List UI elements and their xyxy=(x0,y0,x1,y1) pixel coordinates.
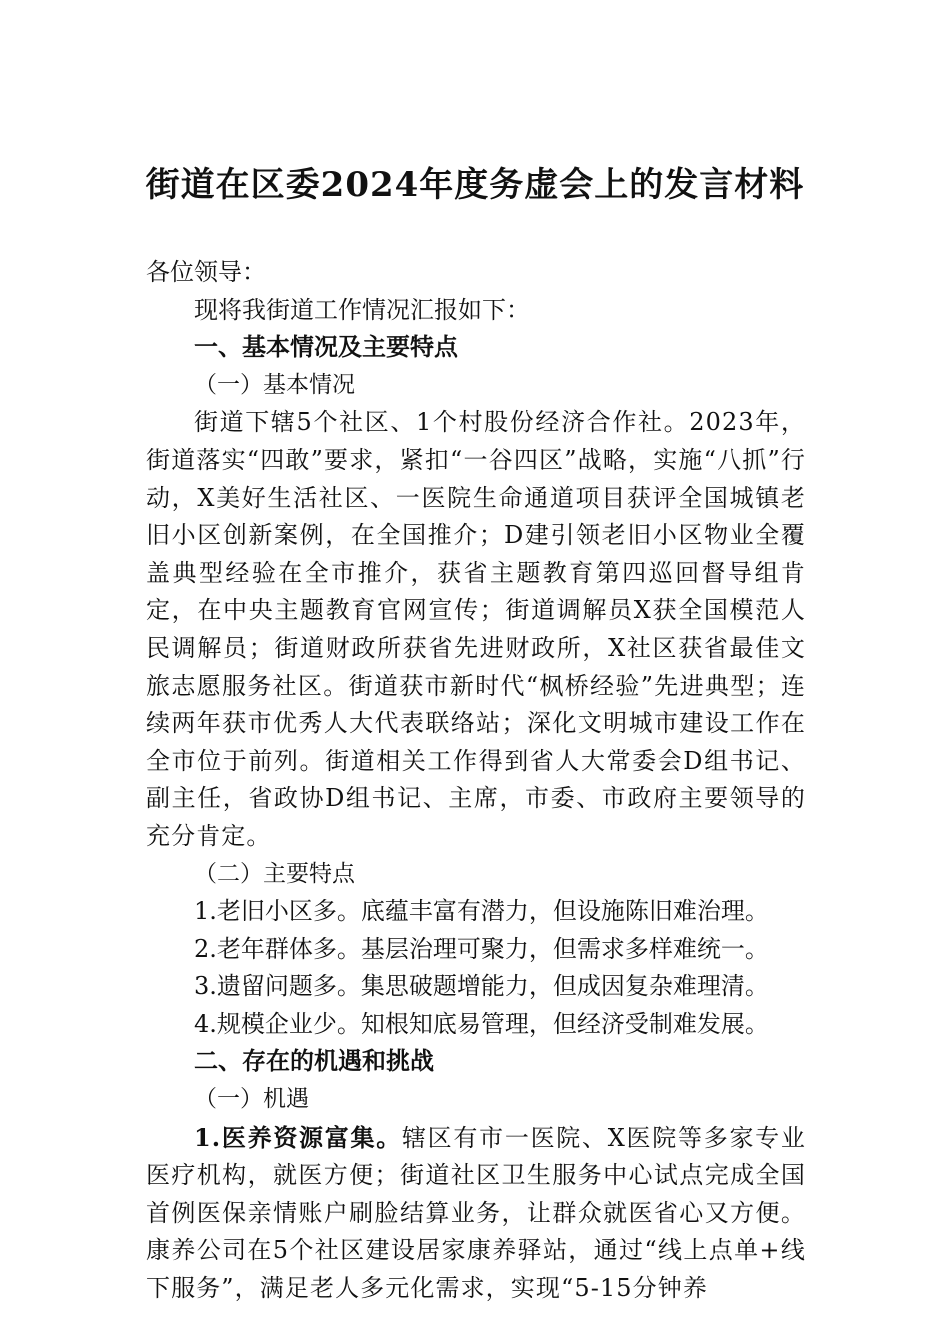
feature-item: 4.规模企业少。知根知底易管理，但经济受制难发展。 xyxy=(194,1009,769,1038)
document-title: 街道在区委2024年度务虚会上的发言材料 xyxy=(145,165,805,205)
intro-line: 现将我街道工作情况汇报如下： xyxy=(194,295,530,324)
section-2-heading: 二、存在的机遇和挑战 xyxy=(194,1047,434,1076)
salutation: 各位领导： xyxy=(146,258,266,286)
feature-item: 3.遗留问题多。集思破题增能力，但成因复杂难理清。 xyxy=(194,972,769,1001)
section-1-sub-1-heading: （一）基本情况 xyxy=(194,371,355,398)
basic-situation-paragraph: 街道下辖5个社区、1个村股份经济合作社。2023年，街道落实“四敢”要求，紧扣“一谷四区”战略，实施“八抓”行动，X美好生活社区、一医院生命通道项目获评全国城镇老旧小区创新案例，在全国推介；D建引领老旧小区物业全覆盖典型经验在全市推介，获省主题教育第四巡回督导组肯定，在中央主题教育官网宣传；街道调解员X获全国模范人民调解员；街道财政所获省先进财政所，X社区获省最佳文旅志愿服务社区。街道获市新时代“枫桥经验”先进典型；连续两年获市优秀人大代表联络站；深化文明城市建设工作在全市位于前列。街道相关工作得到省人大常委会D组书记、副主任，省政协D组书记、主席，市委、市政府主要领导的充分肯定。 xyxy=(146,408,806,850)
feature-item: 2.老年群体多。基层治理可聚力，但需求多样难统一。 xyxy=(194,934,769,963)
opportunity-text: 辖区有市一医院、X医院等多家专业医疗机构，就医方便；街道社区卫生服务中心试点完成全国首例医保亲情账户刷脸结算业务，让群众就医省心又方便。康养公司在5个社区建设居家康养驿站，通过“线上点单+线下服务”，满足老人多元化需求，实现“5-15分钟养 xyxy=(146,1123,806,1303)
opportunity-lead: 1.医养资源富集。 xyxy=(194,1122,402,1152)
section-2-sub-1-heading: （一）机遇 xyxy=(194,1086,309,1113)
section-1-heading: 一、基本情况及主要特点 xyxy=(194,333,458,362)
document-body xyxy=(146,254,806,1308)
section-1-sub-2-heading: （二）主要特点 xyxy=(194,860,355,887)
opportunity-paragraph xyxy=(146,1119,806,1308)
feature-item: 1.老旧小区多。底蕴丰富有潜力，但设施陈旧难治理。 xyxy=(194,897,769,926)
